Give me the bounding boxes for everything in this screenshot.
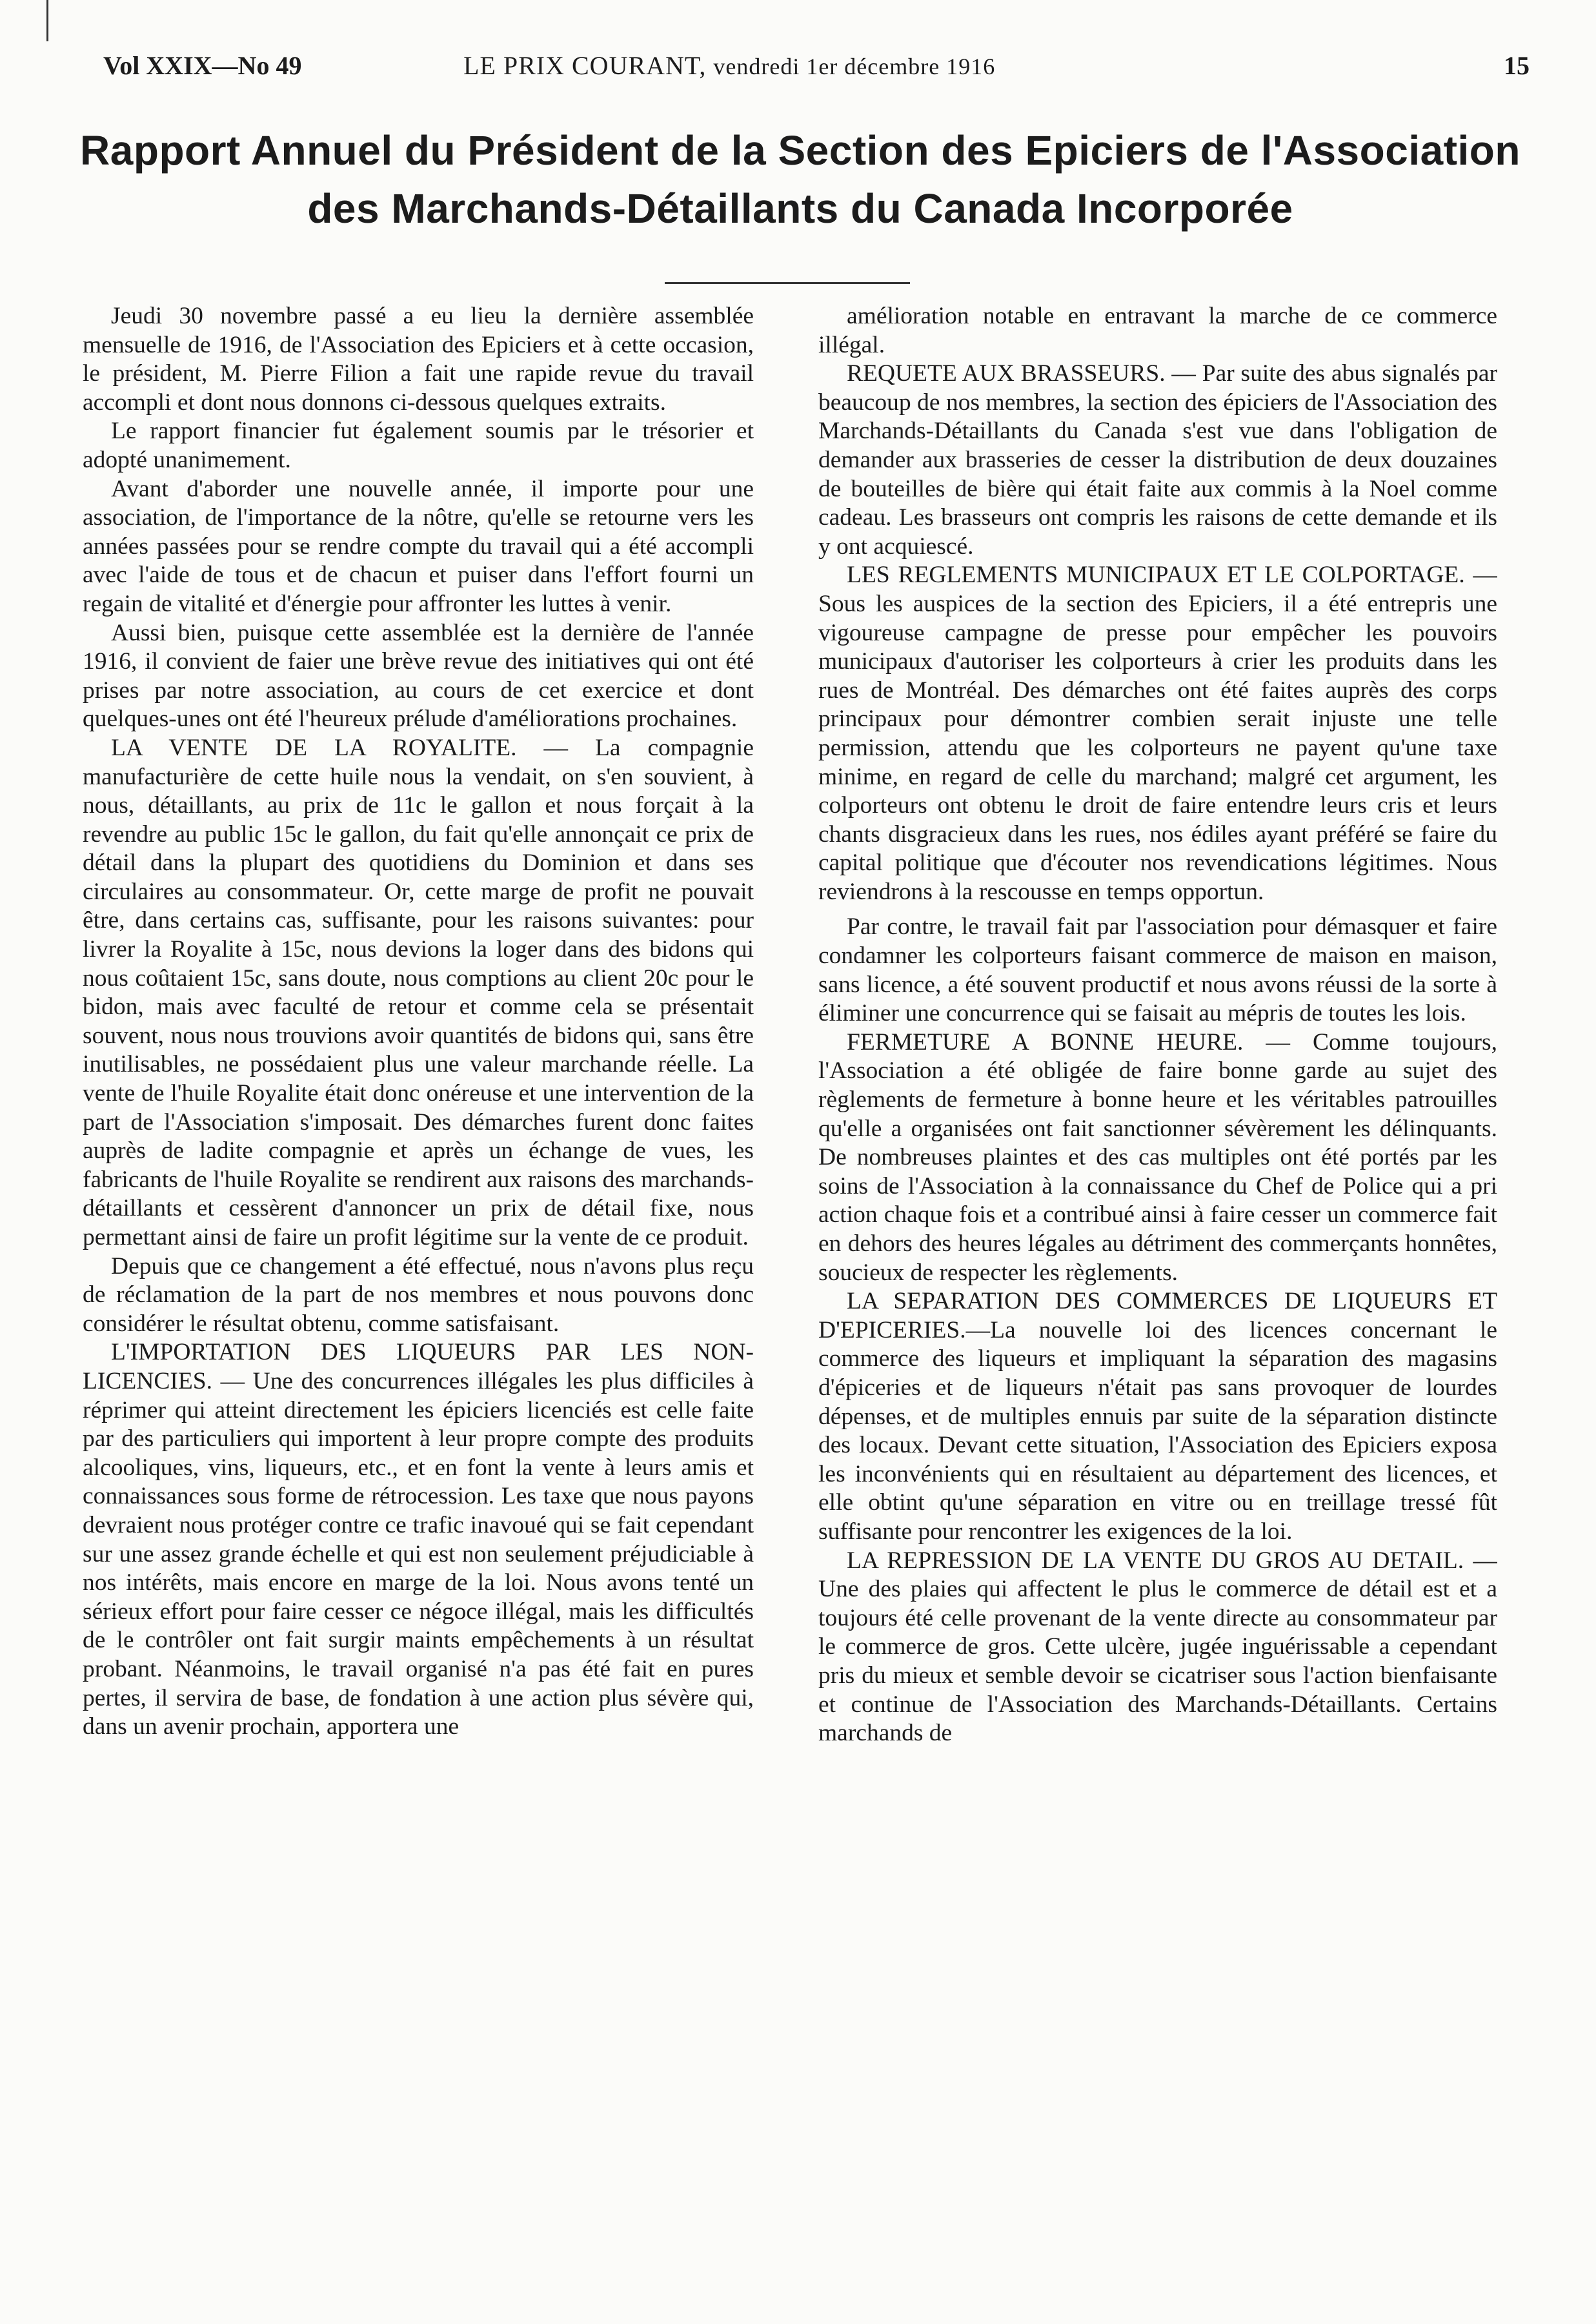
paragraph: Le rapport financier fut également soumis par le trésorier et adopté unanimement. <box>83 418 754 473</box>
paragraph: LA SEPARATION DES COMMERCES DE LIQUEURS ET D'EPICERIES.—La nouvelle loi des licences concernant le commerce des liqueurs et impliquant la séparation des magasins d'épiceries et de liqueurs n'était pas sans provoquer de lourdes dépenses, et de multiples ennuis par suite de la séparation distincte des locaux. Devant cette situation, l'Association des Epiciers exposa les inconvénients qui en résultaient au département des licences, et elle obtint qu'une séparation en vitre ou en treillage tressé fût suffisante pour rencontrer les exigences de la loi. <box>818 1288 1497 1545</box>
paragraph: amélioration notable en entravant la marche de ce commerce illégal. <box>818 303 1497 358</box>
paragraph: Jeudi 30 novembre passé a eu lieu la dernière assemblée mensuelle de 1916, de l'Association des Epiciers et à cette occasion, le président, M. Pierre Filion a fait une rapide revue du travail accompli et dont nous donnons ci-dessous quelques extraits. <box>83 303 754 416</box>
paragraph: Aussi bien, puisque cette assemblée est la dernière de l'année 1916, il convient de faier une brève revue des initiatives qui ont été prises par notre association, au cours de cet exercice et dont quelques-unes ont été l'heureux prélude d'améliorations prochaines. <box>83 619 754 733</box>
issue-date: vendredi 1er décembre 1916 <box>713 54 996 79</box>
paragraph: LA VENTE DE LA ROYALITE. — La compagnie manufacturière de cette huile nous la vendait, on s'en souvient, à nous, détaillants, au prix de 11c le gallon et nous forçait à la revendre au public 15c le gallon, du fait qu'elle annonçait ce prix de détail dans la plupart des quotidiens du Dominion et dans ses circulaires au consommateur. Or, cette marge de profit ne pouvait être, dans certains cas, suffisante, pour les raisons suivantes: pour livrer la Royalite à 15c, nous devions la loger dans des bidons qui nous coûtaient 15c, sans doute, nous comptions au client 20c pour le bidon, mais avec faculté de retour et comme cela se présentait souvent, nous nous trouvions avoir quantités de bidons qui, sans être inutilisables, ne possédaient plus une valeur marchande réelle. La vente de l'huile Royalite était donc onéreuse et une intervention de la part de l'Association s'imposait. Des démarches furent donc faites auprès de ladite compagnie et après un échange de vues, les fabricants de l'huile Royalite se rendirent aux raisons des marchands-détaillants et cessèrent d'annoncer un prix de détail fixe, nous permettant ainsi de faire un profit légitime sur la vente de ce produit. <box>83 734 754 1250</box>
paragraph: REQUETE AUX BRASSEURS. — Par suite des abus signalés par beaucoup de nos membres, la section des épiciers de l'Association des Marchands-Détaillants du Canada s'est vue dans l'obligation de demander aux brasseries de cesser la distribution de deux douzaines de bouteilles de bière qui était faite aux commis à la Noel comme cadeau. Les brasseurs ont compris les raisons de cette demande et ils y ont acquiescé. <box>818 360 1497 560</box>
paragraph: L'IMPORTATION DES LIQUEURS PAR LES NON-LICENCIES. — Une des concurrences illégales les plus difficiles à réprimer qui atteint directement les épiciers licenciés est celle faite par des particuliers qui importent à leur propre compte des produits alcooliques, vins, liqueurs, etc., et en font la vente à leurs amis et connaissances sous forme de rétrocession. Les taxe que nous payons devraient nous protéger contre ce trafic inavoué qui se fait cependant sur une assez grande échelle et qui est non seulement préjudiciable à nos intérêts, mais encore en marge de la loi. Nous avons tenté un sérieux effort pour faire cesser ce négoce illégal, mais les difficultés de le contrôler ont fait surgir maints empêchements à un résultat probant. Néanmoins, le travail organisé n'a pas été fait en pures pertes, il servira de base, de fondation à une action plus sévère qui, dans un avenir prochain, apportera une <box>83 1339 754 1740</box>
paragraph: LA REPRESSION DE LA VENTE DU GROS AU DETAIL. — Une des plaies qui affectent le plus le commerce de détail est et a toujours été celle provenant de la vente directe au consommateur par le commerce de gros. Cette ulcère, jugée inguérissable a cependant pris du mieux et semble devoir se cicatriser sous l'action bienfaisante et continue de l'Association des Marchands-Détaillants. Certains marchands de <box>818 1547 1497 1747</box>
right-column <box>818 302 1497 2290</box>
scan-edge-line <box>46 0 48 41</box>
publication-name: LE PRIX COURANT, <box>463 51 707 80</box>
title-divider <box>665 282 910 284</box>
paragraph: LES REGLEMENTS MUNICIPAUX ET LE COLPORTAGE. — Sous les auspices de la section des Epiciers, il a été entrepris une vigoureuse campagne de presse pour empêcher les pouvoirs municipaux d'autoriser les colporteurs à crier les produits dans les rues de Montréal. Des démarches ont été faites auprès des corps principaux pour démontrer combien serait injuste une telle permission, attendu que les colporteurs ne payent qu'une taxe minime, en regard de celle du marchand; malgré cet argument, les colporteurs ont obtenu le droit de faire entendre leurs cris et leurs chants disgracieux dans les rues, nos édiles ayant préféré se faire du capital politique que d'écouter nos revendications légitimes. Nous reviendrons à la rescousse en temps opportun. <box>818 562 1497 905</box>
page-number: 15 <box>1504 51 1530 80</box>
running-header <box>97 46 1530 92</box>
paragraph: Par contre, le travail fait par l'association pour démasquer et faire condamner les colporteurs faisant commerce de maison en maison, sans licence, a été souvent productif et nous avons réussi de la sorte à éliminer une concurrence qui se faisait au mépris de toutes les lois. <box>818 913 1497 1027</box>
paragraph: FERMETURE A BONNE HEURE. — Comme toujours, l'Association a été obligée de faire bonne garde au sujet des règlements de fermeture à bonne heure et les véritables patrouilles qu'elle a organisées ont fait sanctionner sévèrement les délinquants. De nombreuses plaintes et des cas multiples ont été portés par les soins de l'Association à la connaissance du Chef de Police qui a pri action chaque fois et a contribué ainsi à faire cesser un commerce fait en dehors des heures légales au détriment des commerçants honnêtes, soucieux de respecter les règlements. <box>818 1028 1497 1286</box>
paragraph: Depuis que ce changement a été effectué, nous n'avons plus reçu de réclamation de la part de nos membres et nous pouvons donc considérer le résultat obtenu, comme satisfaisant. <box>83 1252 754 1337</box>
article-title <box>65 121 1536 238</box>
publication-line <box>463 46 995 86</box>
left-column <box>83 302 754 2290</box>
paragraph: Avant d'aborder une nouvelle année, il importe pour une association, de l'importance de la nôtre, qu'elle se retourne vers les années passées pour se rendre compte du travail qui a été accompli avec l'aide de tous et de chacun et puiser dans l'effort fourni un regain de vitalité et d'énergie pour affronter les luttes à venir. <box>83 475 754 617</box>
article-title-line-2: des Marchands-Détaillants du Canada Incorporée <box>307 185 1293 232</box>
paragraph-gap <box>818 906 1497 913</box>
volume-number: Vol XXIX—No 49 <box>103 51 302 80</box>
article-title-line-1: Rapport Annuel du Président de la Section des Epiciers de l'Association <box>80 127 1520 174</box>
